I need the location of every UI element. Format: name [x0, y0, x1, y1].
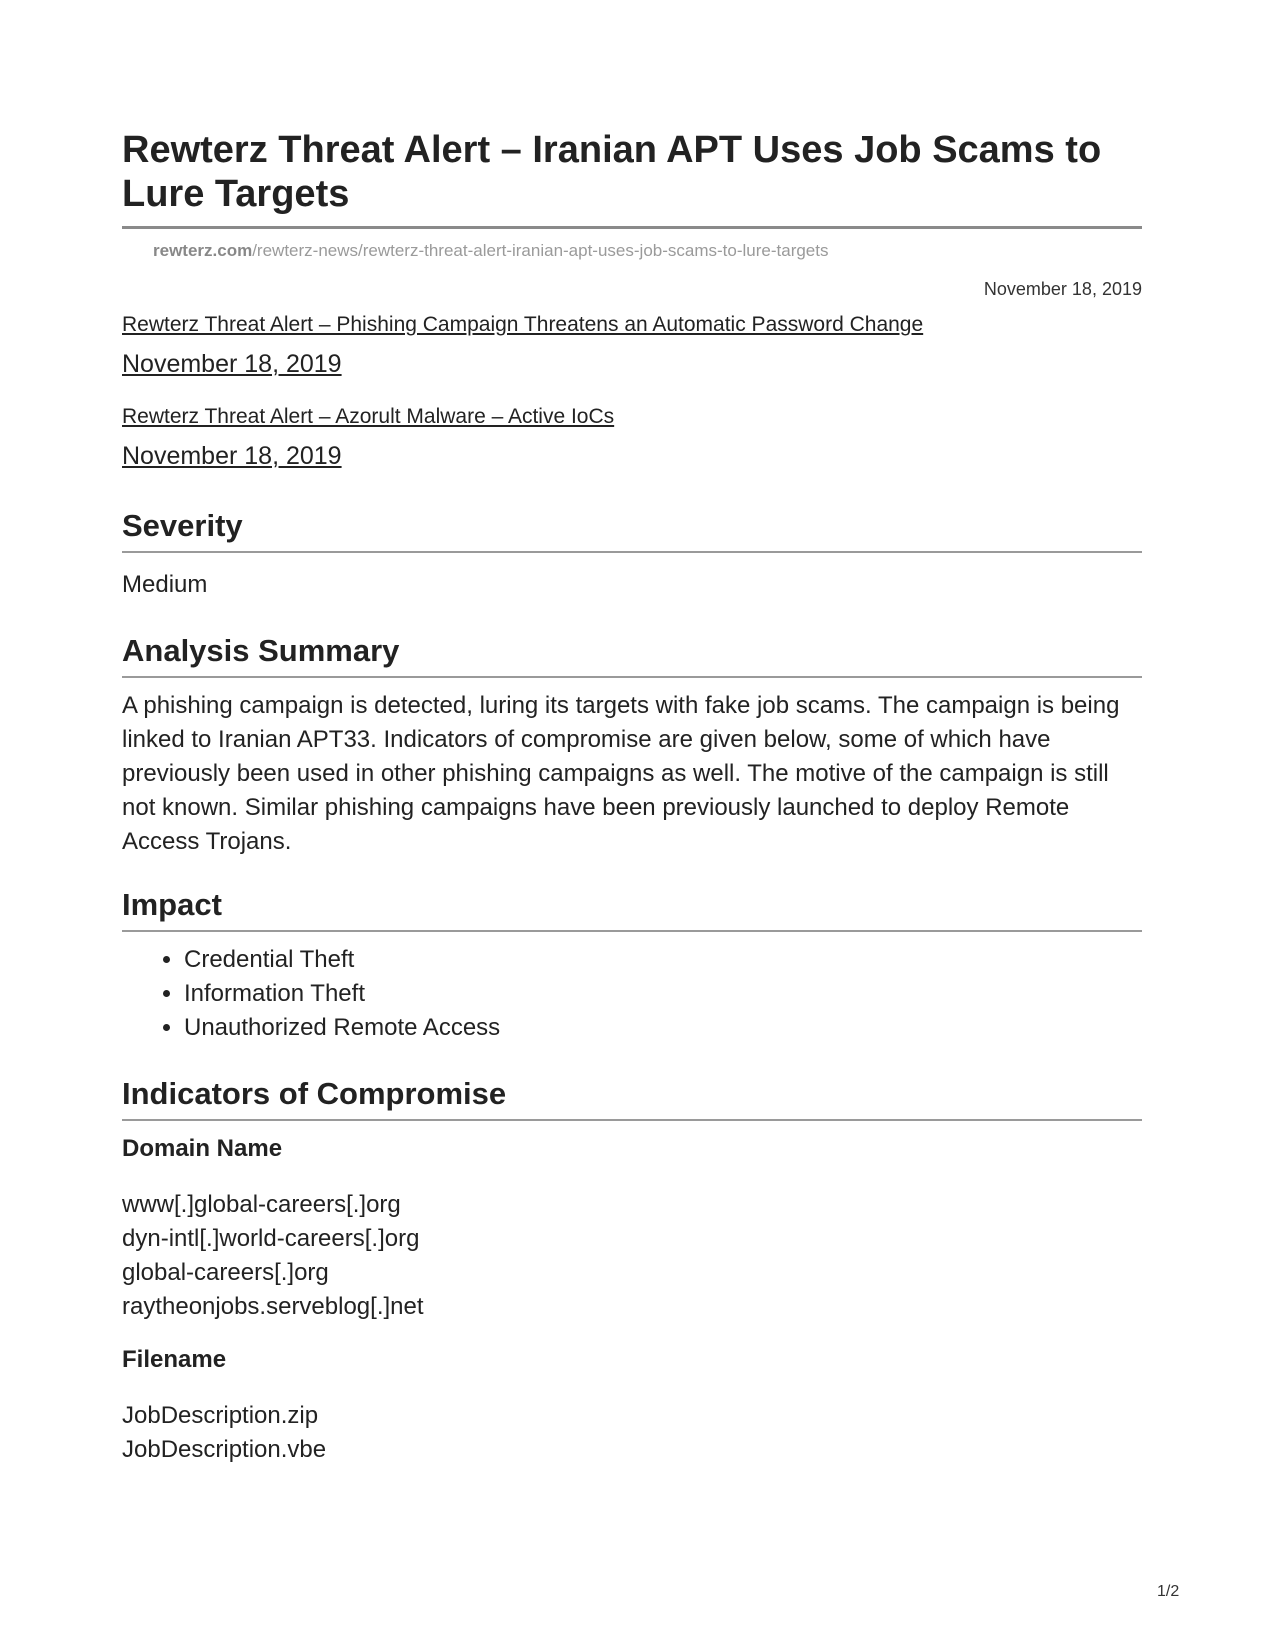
url-host: rewterz.com — [153, 241, 253, 260]
ioc-divider — [122, 1119, 1142, 1121]
domain-item: raytheonjobs.serveblog[.]net — [122, 1293, 424, 1320]
related-article-link-1[interactable]: Rewterz Threat Alert – Phishing Campaign Threatens an Automatic Password Change — [122, 313, 924, 336]
impact-divider — [122, 930, 1142, 932]
related-article-date-1[interactable]: November 18, 2019 — [122, 350, 342, 378]
impact-heading: Impact — [122, 887, 222, 922]
domain-item: dyn-intl[.]world-careers[.]org — [122, 1225, 420, 1252]
impact-list — [122, 943, 500, 1045]
article-title: Rewterz Threat Alert – Iranian APT Uses Job Scams to Lure Targets — [122, 129, 1102, 215]
domain-name-heading: Domain Name — [122, 1135, 283, 1162]
analysis-summary-text: A phishing campaign is detected, luring its targets with fake job scams. The campaign is being linked to Iranian APT33. Indicators of compromise are given below, some of which have previously been used in other phishing campaigns as well. The motive of the campaign is still not known. Similar phishing campaigns have been previously launched to deploy Remote Access Trojans. — [122, 692, 1120, 855]
analysis-divider — [122, 676, 1142, 678]
severity-divider — [122, 551, 1142, 553]
domain-list — [122, 1188, 424, 1324]
filename-item: JobDescription.zip — [122, 1402, 319, 1429]
impact-item: • Unauthorized Remote Access — [184, 1011, 500, 1045]
severity-heading: Severity — [122, 508, 243, 543]
related-article-link-2[interactable]: Rewterz Threat Alert – Azorult Malware – Active IoCs — [122, 405, 615, 428]
related-article-date-2[interactable]: November 18, 2019 — [122, 442, 342, 470]
domain-item: www[.]global-careers[.]org — [122, 1191, 401, 1218]
page-number: 1/2 — [1157, 1583, 1180, 1600]
impact-item: • Credential Theft — [184, 943, 500, 977]
impact-item: • Information Theft — [184, 977, 500, 1011]
title-divider — [122, 226, 1142, 229]
analysis-heading: Analysis Summary — [122, 633, 400, 668]
domain-item: global-careers[.]org — [122, 1259, 329, 1286]
publish-date: November 18, 2019 — [983, 279, 1142, 299]
filename-heading: Filename — [122, 1346, 227, 1373]
severity-value: Medium — [122, 571, 208, 598]
url-path: /rewterz-news/rewterz-threat-alert-iranian-apt-uses-job-scams-to-lure-targets — [252, 241, 829, 260]
filename-item: JobDescription.vbe — [122, 1436, 327, 1463]
ioc-heading: Indicators of Compromise — [122, 1076, 507, 1111]
source-url[interactable] — [153, 241, 829, 261]
filename-list — [122, 1399, 326, 1467]
